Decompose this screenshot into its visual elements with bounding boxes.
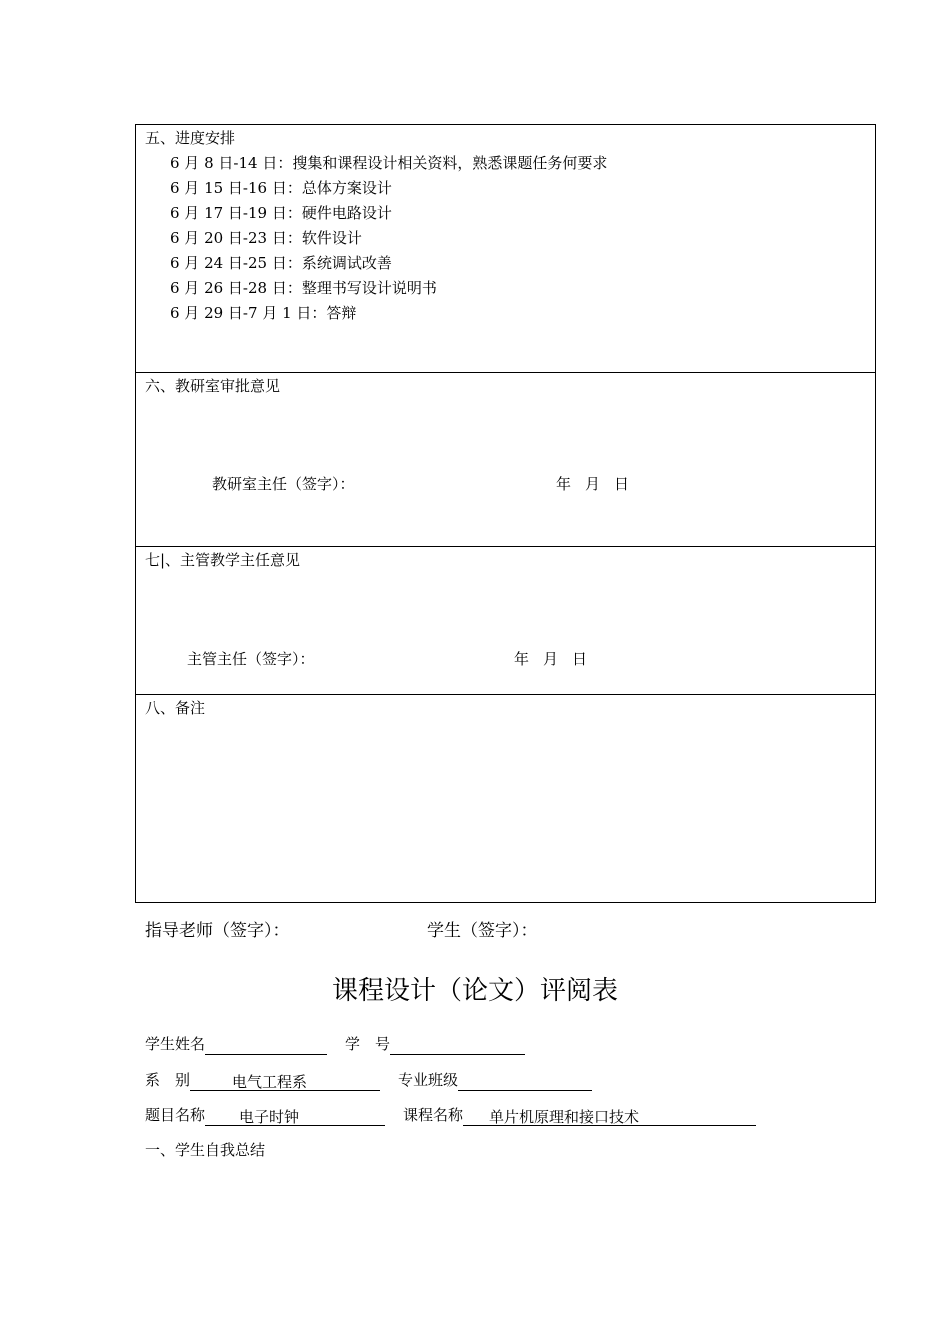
schedule-item: 6 月 20 日-23 日：软件设计 [170, 229, 362, 247]
date-year: 年 [556, 475, 572, 493]
office-director-signature-label: 教研室主任（签字）： [212, 475, 355, 493]
major-class-field[interactable] [458, 1072, 592, 1091]
remarks-section [135, 694, 876, 903]
review-form-title: 课程设计（论文）评阅表 [331, 976, 618, 1006]
schedule-item: 6 月 29 日-7 月 1 日：答辩 [170, 304, 357, 322]
schedule-item: 6 月 17 日-19 日：硬件电路设计 [170, 204, 392, 222]
topic-label: 题目名称 [145, 1106, 206, 1124]
approval-date [556, 474, 629, 494]
topic-course-row [145, 1104, 756, 1126]
date-year: 年 [514, 650, 530, 668]
course-field[interactable]: 单片机原理和接口技术 [463, 1107, 756, 1126]
department-label: 系 别 [145, 1071, 191, 1089]
dean-opinion-heading: 七|、主管教学主任意见 [145, 551, 301, 569]
approval-heading: 六、教研室审批意见 [145, 377, 281, 395]
date-day: 日 [614, 475, 630, 493]
schedule-item: 6 月 24 日-25 日：系统调试改善 [170, 254, 392, 272]
department-row [145, 1069, 592, 1091]
teaching-office-approval-section [135, 372, 876, 547]
schedule-section [135, 124, 876, 373]
major-class-label: 专业班级 [398, 1071, 459, 1089]
student-info-row [145, 1033, 525, 1055]
schedule-item: 6 月 26 日-28 日：整理书写设计说明书 [170, 279, 437, 297]
schedule-item: 6 月 15 日-16 日：总体方案设计 [170, 179, 392, 197]
date-day: 日 [572, 650, 588, 668]
date-month: 月 [543, 650, 559, 668]
advisor-signature-label: 指导老师（签字）： [145, 921, 290, 941]
topic-field[interactable]: 电子时钟 [205, 1107, 385, 1126]
self-summary-heading: 一、学生自我总结 [145, 1141, 266, 1159]
student-id-label: 学 号 [345, 1035, 391, 1053]
date-month: 月 [585, 475, 601, 493]
student-name-label: 学生姓名 [145, 1035, 206, 1053]
student-signature-label: 学生（签字）： [427, 921, 538, 941]
student-id-field[interactable] [390, 1036, 525, 1055]
dean-opinion-section [135, 546, 876, 695]
remarks-heading: 八、备注 [145, 699, 206, 717]
schedule-heading: 五、进度安排 [145, 129, 236, 147]
course-label: 课程名称 [403, 1106, 464, 1124]
dean-signature-label: 主管主任（签字）： [187, 650, 315, 668]
schedule-item: 6 月 8 日-14 日：搜集和课程设计相关资料，熟悉课题任务何要求 [170, 154, 608, 172]
department-field[interactable]: 电气工程系 [190, 1072, 380, 1091]
student-name-field[interactable] [205, 1036, 327, 1055]
dean-date [514, 649, 587, 669]
